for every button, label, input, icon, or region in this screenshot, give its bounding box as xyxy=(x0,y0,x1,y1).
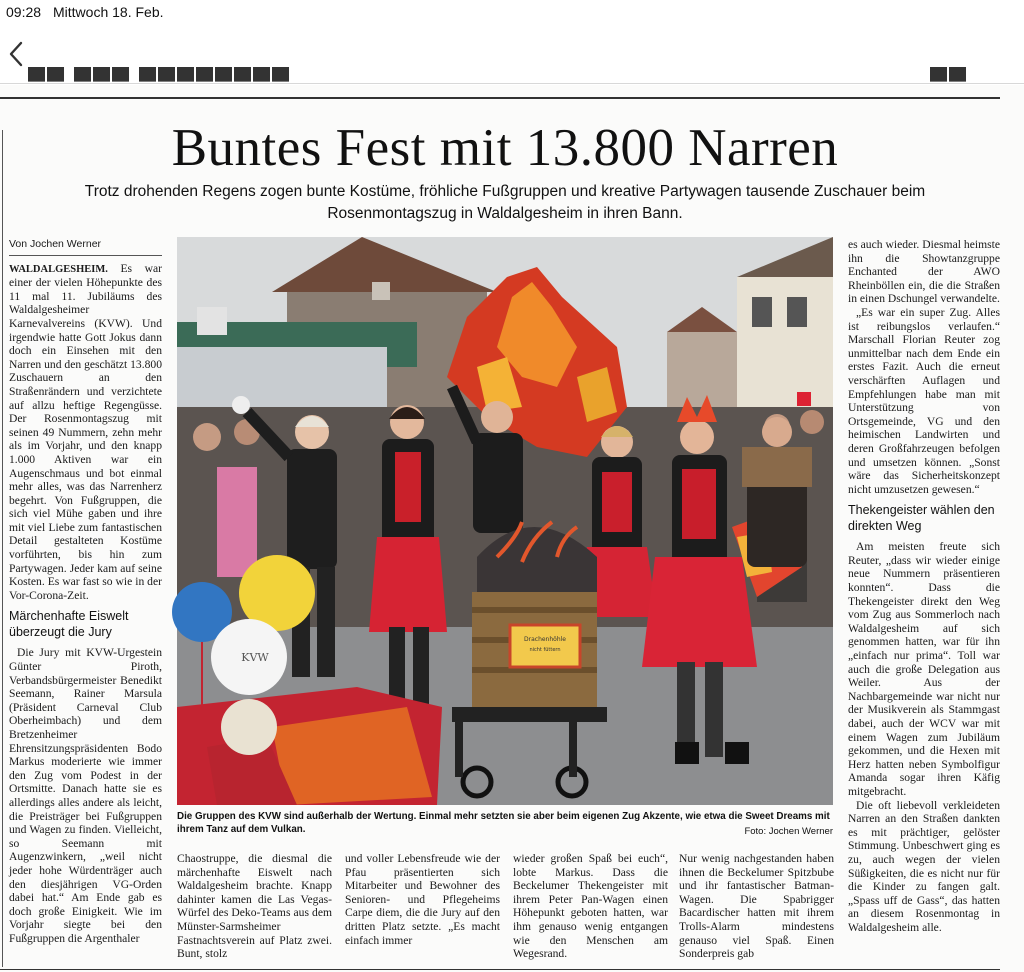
right-column xyxy=(848,238,1000,935)
photo-caption: Die Gruppen des KVW sind außerhalb der Wertung. Einmal mehr setzten sie aber beim eigenen Zug Akzente, wie etwa die Sweet Dreams mit ihrem Tanz auf dem Vulkan. xyxy=(177,811,830,835)
masthead-remnant: ▀▀ ▀▀▀ ▀▀▀▀▀▀▀▀ ▀▀ xyxy=(28,69,969,95)
paragraph: wieder großen Spaß bei euch“, lobte Markus. Dass die Beckelumer Thekengeister mit ihrem Peter Pan-Wagen einen Höhepunkt geboten hatten, war ihm genauso wenig entgangen wie den Menschen am Wegesrand. xyxy=(513,852,668,961)
paragraph: Die Jury mit KVW-Urgestein Günter Piroth, Verbandsbürgermeister Benedikt Seemann, Rainer Marsula (Präsident Carneval Club Oberheimbach) und dem Bretzenheimer Ehrensitzungspräsidenten Bodo Markus moderierte wie immer den Zug vom Podest in der Ortsmitte. Danach hatte sie es allerdings alles andere als leicht, die Preisträger bei Fußgruppen und Wagen zu finden. Vielleicht, so Seemann mit Augenzwinkern, „weil nicht jeder hohe Würdenträger auch den diesjährigen VG-Orden dabei hat.“ Am Ende gab es doch große Einigkeit. Wie im Vorjahr siegte bei den Fußgruppen die Argenthaler xyxy=(9,646,162,945)
bottom-rule xyxy=(0,969,1000,970)
subheading: Thekengeister wählen den direkten Weg xyxy=(848,503,995,534)
bottom-column-3 xyxy=(513,852,668,961)
bottom-column-2 xyxy=(345,852,500,947)
svg-text:nicht füttern: nicht füttern xyxy=(529,647,561,653)
status-date: Mittwoch 18. Feb. xyxy=(53,4,164,20)
byline: Von Jochen Werner xyxy=(9,238,162,256)
article-subheadline: Trotz drohenden Regens zogen bunte Kostüme, fröhliche Fußgruppen und kreative Partywagen tausende Zuschauer beim Rosenmontagszug in Waldalgesheim in ihren Bann. xyxy=(84,183,926,222)
parade-photo-illustration xyxy=(177,237,833,805)
status-bar xyxy=(0,0,1024,26)
svg-text:Drachenhöhle: Drachenhöhle xyxy=(524,636,566,643)
bottom-column-4 xyxy=(679,852,834,961)
paragraph: Chaostruppe, die diesmal die märchenhafte Eiswelt nach Waldalgesheim brachte. Knapp dahinter kamen die Las Vegas-Würfel des Deko-Teams aus dem Münster-Sarmsheimer Fastnachtsverein auf Platz zwei. Bunt, stolz xyxy=(177,852,332,961)
chevron-left-icon xyxy=(2,36,32,72)
paragraph: „Es war ein super Zug. Alles ist reibungslos verlaufen.“ Marschall Florian Reuter zog unmittelbar nach dem Ende ein erstes Fazit. Auch die erneut verschärften Auflagen und Empfehlungen habe man mit Unterstützung von Ortsgemeinde, VG und den heimischen Landwirten und deren Großfahrzeugen befolgen und umsetzen können. „Sonst wäre das Sicherheitskonzept nicht umzusetzen gewesen.“ xyxy=(848,305,1000,496)
paragraph: es auch wieder. Diesmal heimste ihn die Showtanzgruppe Enchanted der AWO Rheinböllen ein, die die Straßen in einen Dschungel verwandelte. xyxy=(848,238,1000,306)
bottom-column-1 xyxy=(177,852,332,961)
photo-credit: Foto: Jochen Werner xyxy=(744,826,833,837)
left-column xyxy=(9,238,162,946)
article-headline: Buntes Fest mit 13.800 Narren xyxy=(171,119,839,177)
column-rule xyxy=(2,130,3,967)
subheading: Märchenhafte Eiswelt überzeugt die Jury xyxy=(9,609,129,640)
paragraph-text: Es war einer der vielen Höhepunkte des 11 mal 11. Jubiläums des Waldalgesheimer Karnevalvereins (KVW). Und irgendwie hatte Gott Jokus dann doch ein Einsehen mit den Narren und den geschätzt 13.800 Zuschauern an den Straßenrändern und verzichtete auf allzu heftige Regengüsse. Der Rosenmontagszug mit seinen 49 Nummern, zehn mehr als im Vorjahr, und den knapp 1.000 Aktiven war ein Augenschmaus und bot einmal mehr alles, was das Narrenherz begehrt. Von Fußgruppen, die sich viel Mühe gaben und ihre mit viel Liebe zum fantastischen Detail gestalteten Kostüme vorführten, bis hin zum Partywagen. Jeder kam auf seine Kosten. Es war fast so wie in der Vor-Corona-Zeit. xyxy=(9,261,162,602)
newspaper-page xyxy=(0,69,1024,972)
paragraph: Nur wenig nachgestanden haben ihnen die Beckelumer Spitzbube und ihr fantastischer Batman-Wagen. Die Spabrigger Bacardischer hatten mit ihrem Trolls-Alarm mindestens genauso viel Spaß. Einen Sonderpreis gab xyxy=(679,852,834,961)
dateline: WALDALGESHEIM. xyxy=(9,263,108,275)
paragraph: und voller Lebensfreude wie der Pfau präsentierten sich Mitarbeiter und Bewohner des Senioren- und Pflegeheims Carpe diem, die die Jury auf den dritten Platz setzte. „Es macht einfach immer xyxy=(345,852,500,947)
article-photo xyxy=(177,237,833,805)
back-button[interactable] xyxy=(2,36,32,72)
status-time: 09:28 xyxy=(6,4,42,20)
paragraph xyxy=(9,262,162,603)
top-rule xyxy=(0,97,1000,99)
paragraph: Die oft liebevoll verkleideten Narren an den Straßen dankten es mit prächtiger, gelöster Stimmung. Unbeschwert ging es zu, auch wegen der vielen Süßigkeiten, die es nicht nur für die Kinder zu fangen galt. „Spass uff de Gass“, das hatten an diesem Rosenmontag in Waldalgesheim alle. xyxy=(848,798,1000,934)
balloon-label: KVW xyxy=(241,651,269,664)
paragraph: Am meisten freute sich Reuter, „dass wir wieder einige neue Nummern präsentieren konnten“. Dass die Thekengeister direkt den Weg vom Zug aus Sommerloch nach Waldalgesheim auf sich genommen hatten, war für ihn „einfach nur prima“. Toll war auch die große Delegation aus Weiler. Aus der Nachbargemeinde war nicht nur der Musikverein als Stammgast dabei, auch der WCV war mit einem Wagen zum Jubiläum gekommen, und die Hexen mit Herz hatten neben Symbolfigur Amanda sogar ihren Käfig mitgebracht. xyxy=(848,540,1000,798)
